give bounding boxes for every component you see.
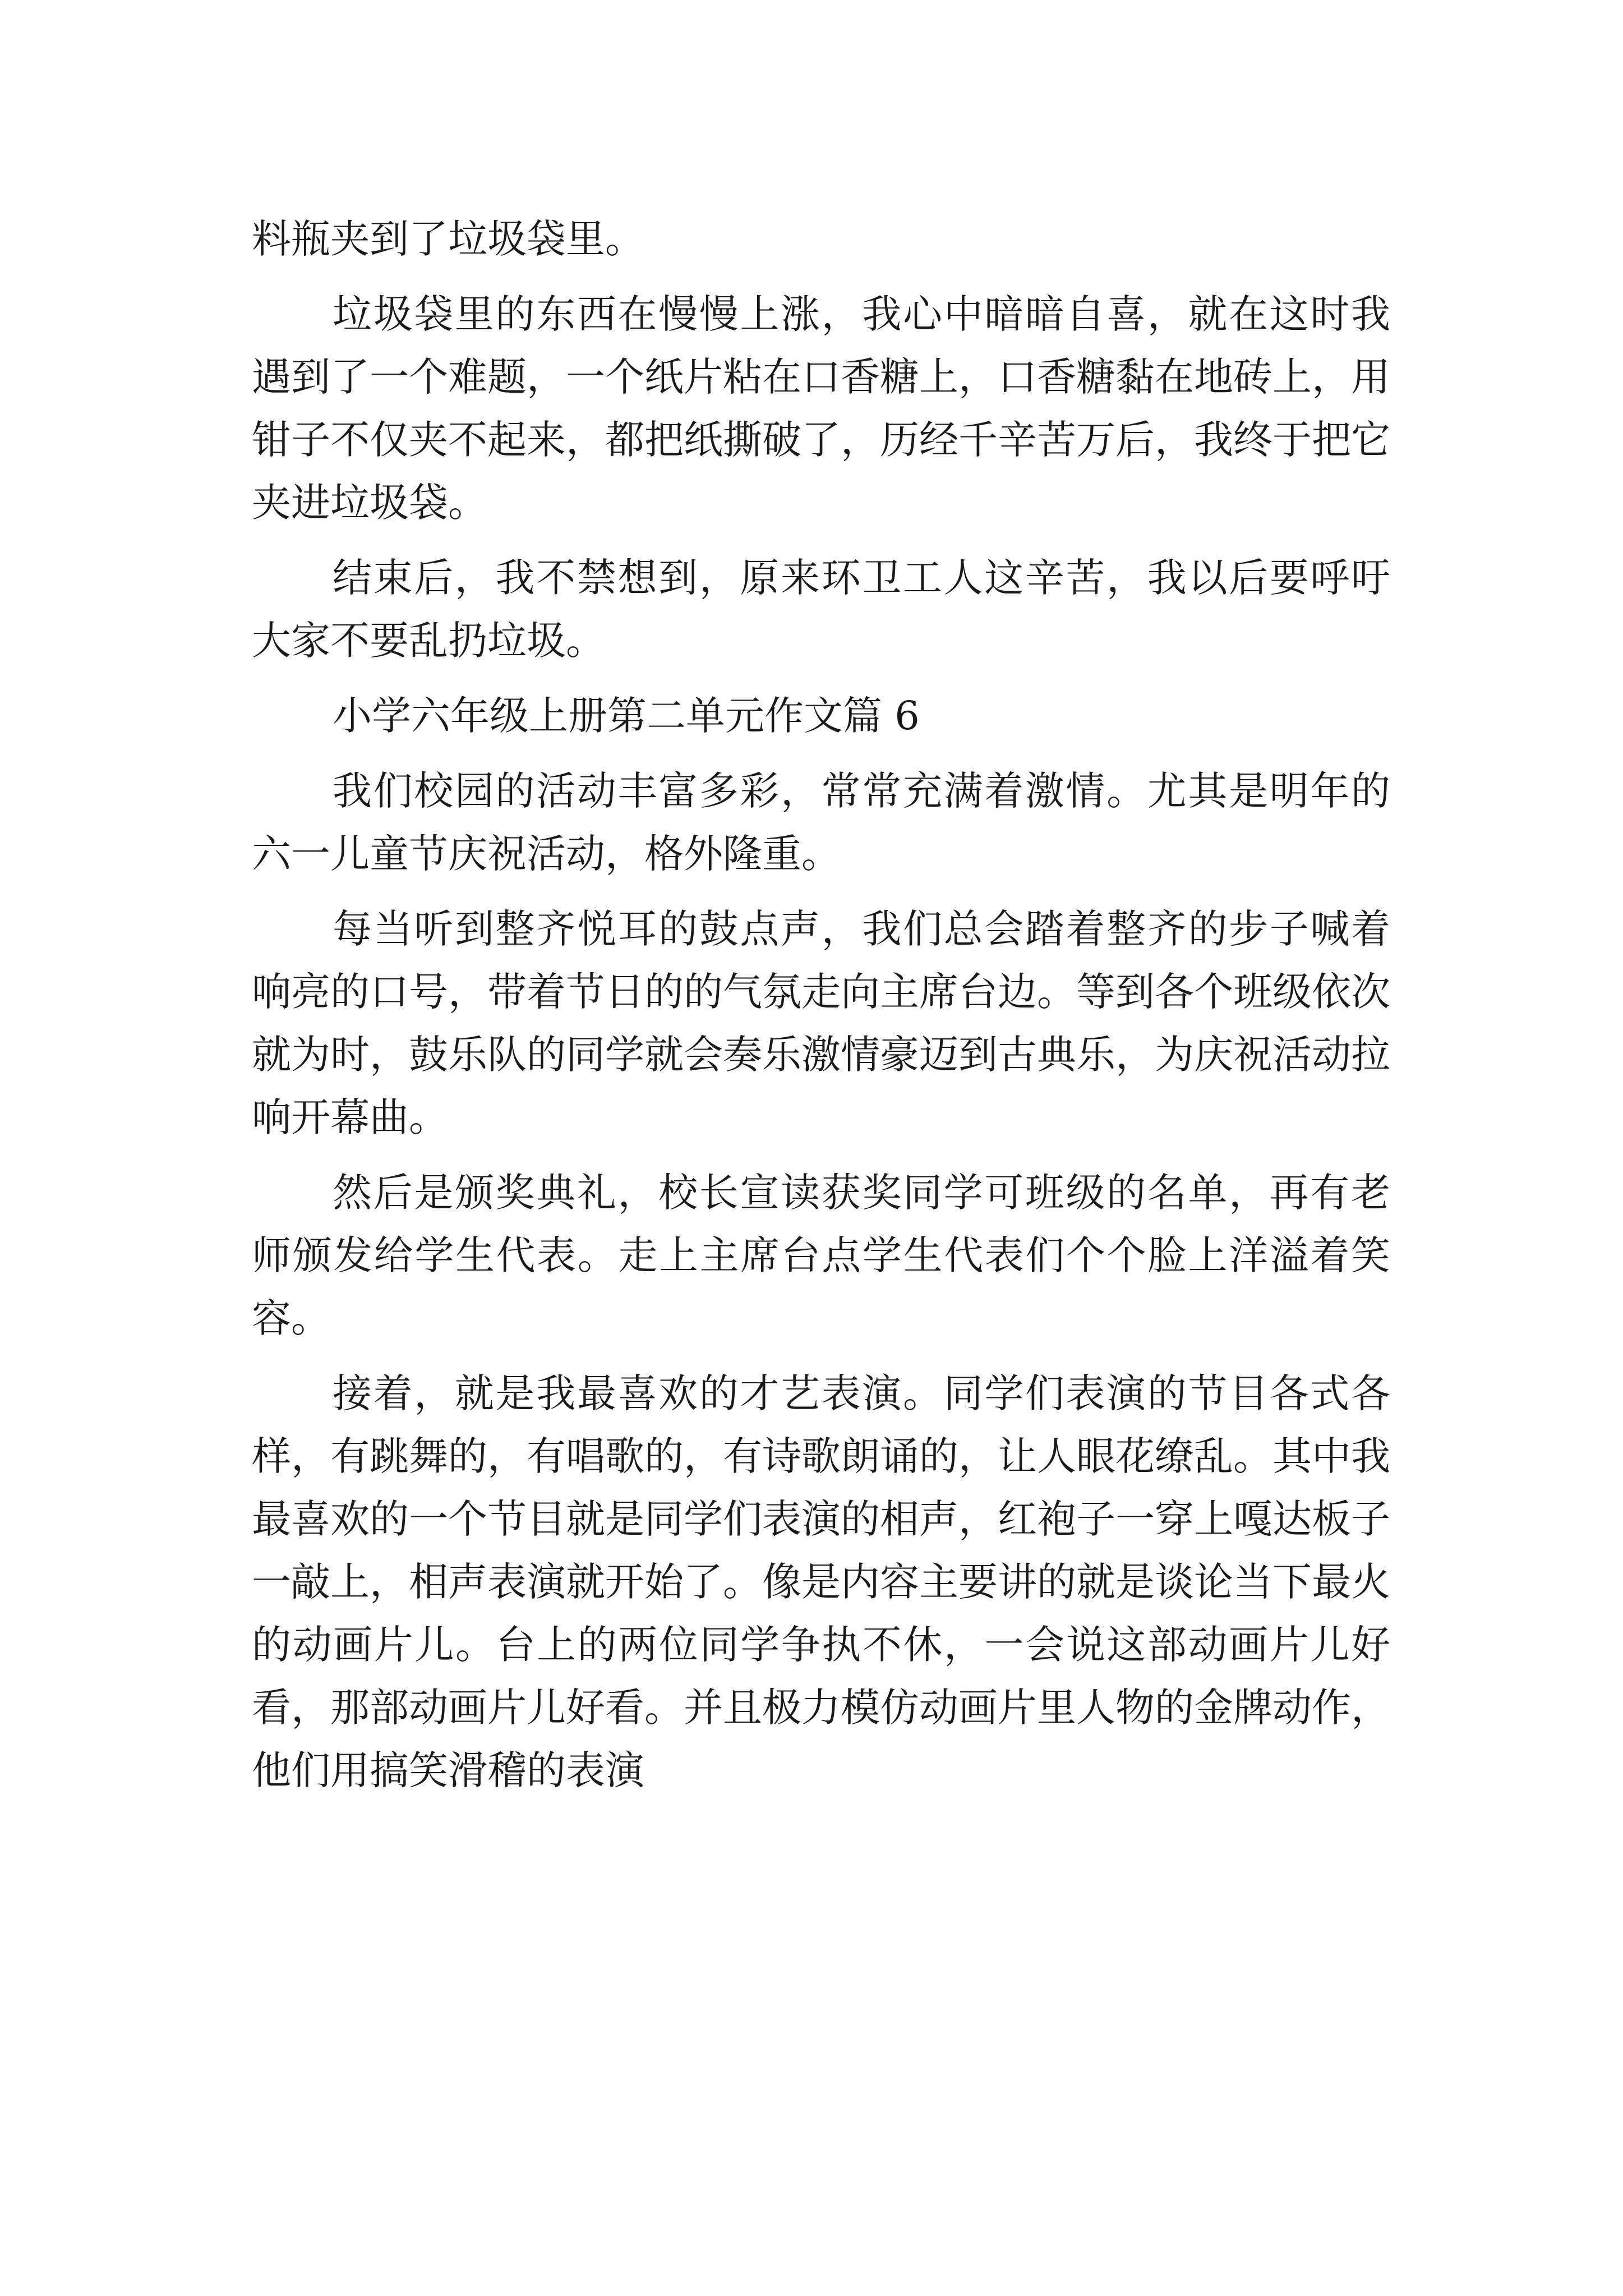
- paragraph-1: 料瓶夹到了垃圾袋里。: [252, 216, 644, 262]
- section-heading: 小学六年级上册第二单元作文篇 6: [333, 693, 920, 739]
- document-body: [252, 208, 1390, 1814]
- paragraph-5: 每当听到整齐悦耳的鼓点声，我们总会踏着整齐的步子喊着响亮的口号，带着节日的的气氛走向主席台边。等到各个班级依次就为时，鼓乐队的同学就会奏乐激情豪迈到古典乐，为庆祝活动拉响开幕曲。: [252, 906, 1390, 1140]
- paragraph-4: 我们校园的活动丰富多彩，常常充满着激情。尤其是明年的六一儿童节庆祝活动，格外隆重。: [252, 768, 1390, 877]
- paragraph-6: 然后是颁奖典礼，校长宣读获奖同学可班级的名单，再有老师颁发给学生代表。走上主席台点学生代表们个个脸上洋溢着笑容。: [252, 1170, 1390, 1341]
- paragraph-7: 接着，就是我最喜欢的才艺表演。同学们表演的节目各式各样，有跳舞的，有唱歌的，有诗歌朗诵的，让人眼花缭乱。其中我最喜欢的一个节目就是同学们表演的相声，红袍子一穿上嘎达板子一敲上，相声表演就开始了。像是内容主要讲的就是谈论当下最火的动画片儿。台上的两位同学争执不休，一会说这部动画片儿好看，那部动画片儿好看。并且极力模仿动画片里人物的金牌动作，他们用搞笑滑稽的表演: [252, 1370, 1390, 1793]
- paragraph-3: 结束后，我不禁想到，原来环卫工人这辛苦，我以后要呼吁大家不要乱扔垃圾。: [252, 555, 1390, 664]
- paragraph-2: 垃圾袋里的东西在慢慢上涨，我心中暗暗自喜，就在这时我遇到了一个难题，一个纸片粘在口香糖上，口香糖黏在地砖上，用钳子不仅夹不起来，都把纸撕破了，历经千辛苦万后，我终于把它夹进垃圾袋。: [252, 291, 1390, 526]
